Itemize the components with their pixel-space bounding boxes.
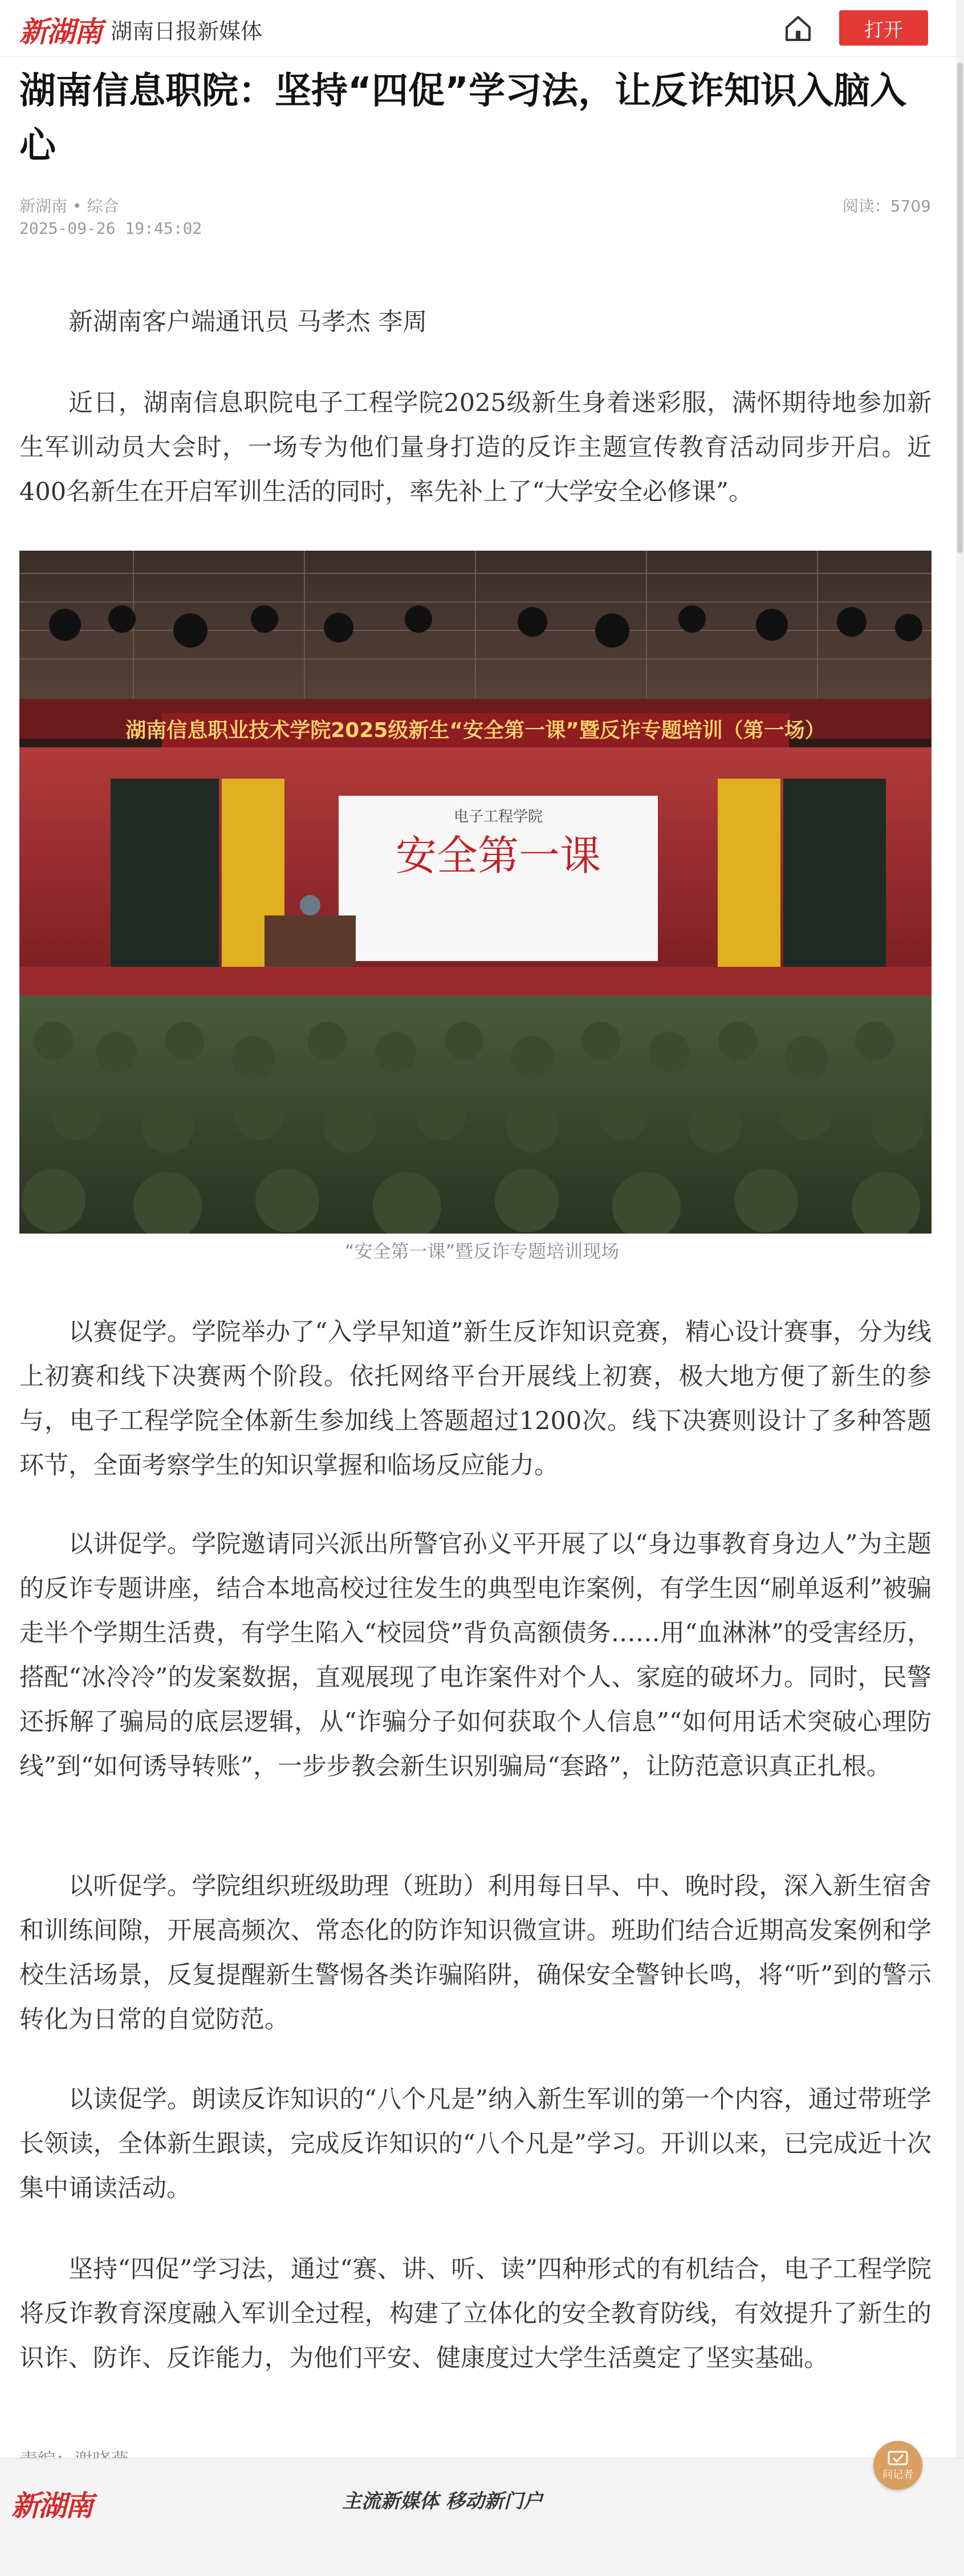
body-paragraph: 以讲促学。学院邀请同兴派出所警官孙义平开展了以“身边事教育身边人”为主题的反诈专题讲座，结合本地高校过往发生的典型电诈案例，有学生因“刷单返利”被骗走半个学期生活费，有学生陷入“校园贷”背负高额债务……用“血淋淋”的受害经历，搭配“冰冷冷”的发案数据，直观展现了电诈案件对个人、家庭的破坏力。同时，民警还拆解了骗局的底层逻辑，从“诈骗分子如何获取个人信息”“如何用话术突破心理防线”到“如何诱导转账”，一步步教会新生识别骗局“套路”，让防范意识真正扎根。 [19, 1530, 932, 1781]
scrollbar-thumb[interactable] [957, 63, 963, 553]
slogan: 主流新媒体 移动新门户 [342, 2490, 543, 2513]
article-date: 2025-09-26 19:45:02 [19, 219, 202, 238]
top-bar [0, 0, 964, 57]
brand-name: 湖南日报新媒体 [111, 19, 263, 44]
mail-check-icon [888, 2449, 908, 2467]
byline [19, 300, 932, 344]
bottom-bar [0, 2458, 964, 2576]
open-app-button[interactable]: 打开 [839, 10, 928, 46]
article-title: 湖南信息职院：坚持“四促”学习法，让反诈知识入脑入心 [19, 70, 907, 167]
banner-text: 湖南信息职业技术学院2025级新生“安全第一课”暨反诈专题培训（第一场） [125, 719, 825, 742]
body-paragraph: 坚持“四促”学习法，通过“赛、讲、听、读”四种形式的有机结合，电子工程学院将反诈教育深度融入军训全过程，构建了立体化的安全教育防线，有效提升了新生的识诈、防诈、反诈能力，为他们平安、健康度过大学生活奠定了坚实基础。 [19, 2255, 932, 2372]
photo-caption: “安全第一课”暨反诈专题培训现场 [344, 1240, 620, 1262]
ask-reporter-button[interactable] [873, 2441, 922, 2490]
app-logo[interactable]: 新湖南 [19, 15, 101, 48]
byline-text: 新湖南客户端通讯员 马孝杰 李周 [68, 308, 428, 336]
ask-reporter-label: 问记者 [882, 2469, 913, 2481]
intro-paragraph: 近日，湖南信息职院电子工程学院2025级新生身着迷彩服，满怀期待地参加新生军训动员大会时，一场专为他们量身打造的反诈主题宣传教育活动同步开启。近400名新生在开启军训生活的同时，率先补上了“大学安全必修课”。 [19, 389, 932, 506]
screen-small-text: 电子工程学院 [453, 808, 543, 825]
event-photo [19, 551, 932, 1234]
body-paragraph: 以听促学。学院组织班级助理（班助）利用每日早、中、晚时段，深入新生宿舍和训练间隙，开展高频次、常态化的防诈知识微宣讲。班助们结合近期高发案例和学校生活场景，反复提醒新生警惕各类诈骗陷阱，确保安全警钟长鸣，将“听”到的警示转化为日常的自觉防范。 [19, 1872, 932, 2034]
bottom-logo[interactable]: 新湖南 [11, 2489, 92, 2522]
home-icon[interactable] [783, 14, 813, 43]
scrollbar[interactable] [956, 0, 964, 2575]
body-paragraph: 以读促学。朗读反诈知识的“八个凡是”纳入新生军训的第一个内容，通过带班学长领读，全体新生跟读，完成反诈知识的“八个凡是”学习。开训以来，已完成近十次集中诵读活动。 [19, 2085, 932, 2203]
read-count: 阅读：5709 [842, 197, 931, 215]
article-source: 新湖南 • 综合 [19, 197, 119, 215]
body-paragraph: 以赛促学。学院举办了“入学早知道”新生反诈知识竞赛，精心设计赛事，分为线上初赛和线下决赛两个阶段。依托网络平台开展线上初赛，极大地方便了新生的参与，电子工程学院全体新生参加线上答题超过1200次。线下决赛则设计了多种答题环节，全面考察学生的知识掌握和临场反应能力。 [19, 1318, 932, 1480]
screen-big-text: 安全第一课 [395, 832, 601, 880]
